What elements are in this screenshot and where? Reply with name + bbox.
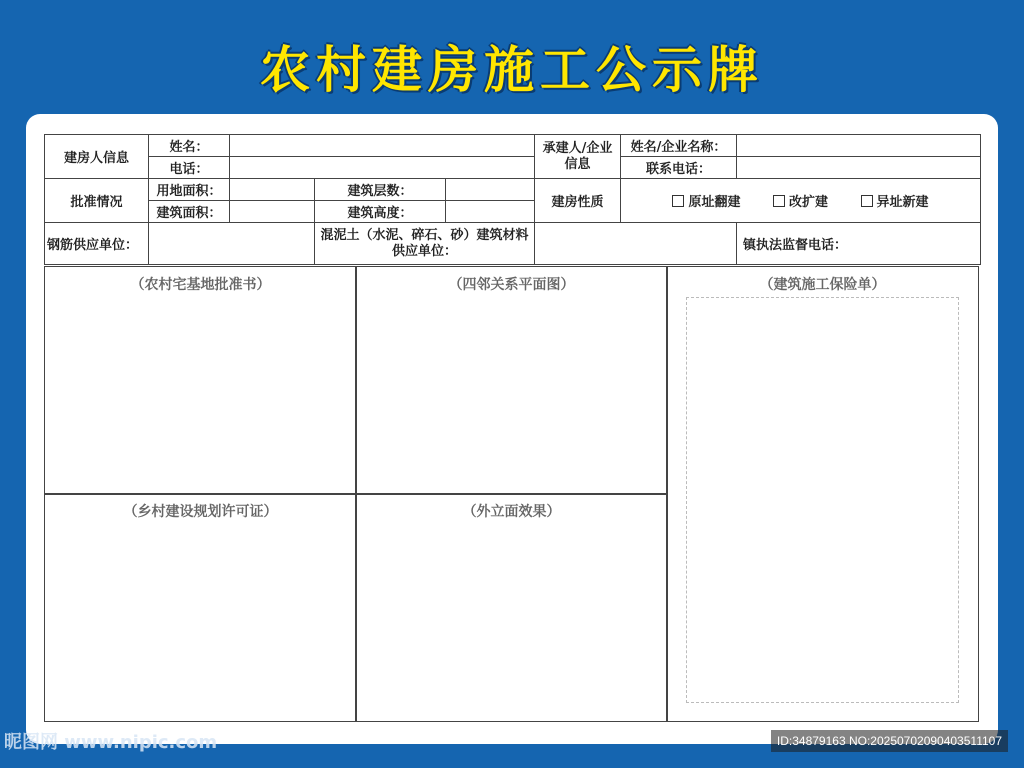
section-caption: （四邻关系平面图） [448,277,575,293]
land-area-value[interactable] [230,179,315,201]
contractor-info-label: 承建人/企业信息 [535,135,621,179]
floors-value[interactable] [446,179,535,201]
neighbor-plan-section [355,266,668,495]
rebar-supplier-value[interactable] [149,223,315,265]
watermark-logo: 昵图网 www.nipic.com [4,732,218,753]
nature-options [621,179,981,223]
section-caption: （外立面效果） [462,504,561,520]
section-caption: （乡村建设规划许可证） [123,504,278,520]
approval-label: 批准情况 [45,179,149,223]
nature-label: 建房性质 [535,179,621,223]
info-grid [44,134,979,722]
watermark-id: ID:34879163 NO:20250702090403511107 [771,730,1008,752]
height-label: 建筑高度： [315,201,446,223]
building-area-label: 建筑面积： [149,201,230,223]
insurance-section [666,266,979,722]
rebar-supplier-label: 钢筋供应单位： [45,223,149,265]
facade-effect-section [355,493,668,722]
option-relocate[interactable]: 异址新建 [861,191,929,210]
section-caption: （农村宅基地批准书） [130,277,271,293]
contact-phone-label: 联系电话： [621,157,737,179]
concrete-supplier-value[interactable] [535,223,737,265]
owner-name-value[interactable] [230,135,535,157]
homestead-approval-section [44,266,357,495]
checkbox-icon [773,195,785,207]
concrete-supplier-label: 混泥土（水泥、碎石、砂）建筑材料供应单位： [315,223,535,265]
owner-phone-label: 电话： [149,157,230,179]
info-table [44,134,981,265]
land-area-label: 用地面积： [149,179,230,201]
page-title: 农村建房施工公示牌 [260,41,764,99]
section-caption: （建筑施工保险单） [759,277,886,293]
insurance-placeholder [686,297,959,703]
company-name-label: 姓名/企业名称： [621,135,737,157]
contact-phone-value[interactable] [737,157,981,179]
supervision-phone-label: 镇执法监督电话： [737,223,981,265]
floors-label: 建筑层数： [315,179,446,201]
checkbox-icon [861,195,873,207]
planning-permit-section [44,493,357,722]
option-expand[interactable]: 改扩建 [773,191,828,210]
building-area-value[interactable] [230,201,315,223]
checkbox-icon [672,195,684,207]
height-value[interactable] [446,201,535,223]
company-name-value[interactable] [737,135,981,157]
option-rebuild[interactable]: 原址翻建 [672,191,740,210]
owner-name-label: 姓名： [149,135,230,157]
owner-info-label: 建房人信息 [45,135,149,179]
owner-phone-value[interactable] [230,157,535,179]
